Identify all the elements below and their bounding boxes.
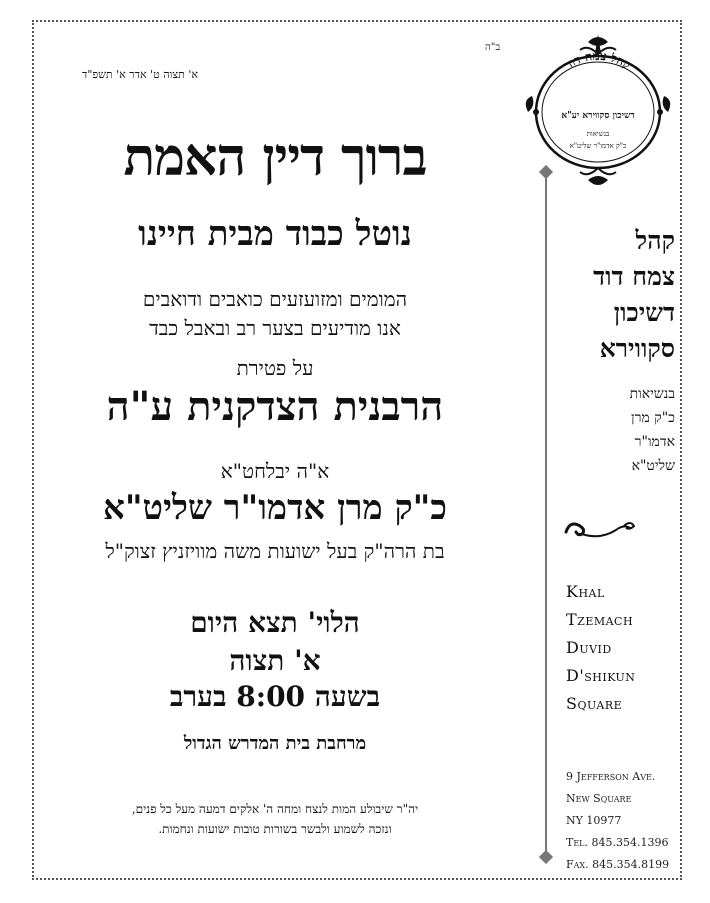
funeral-location: מרחבת בית המדרש הגדול: [183, 733, 367, 754]
eng-name-line-3: Duvid: [566, 638, 612, 657]
address-tel: Tel. 845.354.1396: [566, 836, 669, 849]
sidebar-heb-name-2: צמח דוד: [593, 262, 675, 291]
sidebar-heb-name-4: סקווירא: [599, 334, 675, 363]
eng-name-line-1: Khal: [566, 582, 605, 601]
funeral-day: א' תצוה: [229, 644, 321, 677]
sidebar-rebbe-3: אדמו"ר: [634, 434, 675, 450]
address-zip: NY 10977: [566, 814, 622, 827]
flourish-ornament-icon: [560, 514, 640, 544]
notice-line-4: א"ה יבלחט"א: [220, 459, 330, 483]
notice-line-3: על פטירת: [236, 356, 314, 380]
seal-ring-sub: בנשיאות: [586, 130, 610, 138]
address-fax: Fax. 845.354.8199: [566, 858, 670, 871]
sidebar-rebbe-4: שליט"א: [631, 458, 675, 474]
sidebar-rebbe-2: כ"ק מרן: [631, 410, 675, 426]
rebbe-title: כ"ק מרן אדמו"ר שליט"א: [103, 488, 447, 528]
sidebar-heb-name-1: קהל: [635, 226, 675, 255]
notice-line-1: המומים ומזועזעים כואבים ודואבים: [142, 287, 408, 311]
funeral-heading: הלוי' תצא היום: [190, 606, 360, 639]
congregation-seal-logo: [518, 30, 678, 190]
seal-ring-top: קהל צמח דוד: [562, 48, 634, 72]
eng-name-line-5: Square: [566, 694, 623, 713]
seal-ring-bottom: כ"ק אדמו"ר שליט"א: [569, 142, 627, 150]
deceased-name: הרבנית הצדקנית ע"ה: [106, 383, 444, 430]
sidebar-rebbe-1: בנשיאות: [629, 386, 675, 402]
address-town: New Square: [566, 792, 632, 805]
sidebar-divider: [545, 172, 547, 855]
hebrew-date: א' תצוה ט' אדר א' תשפ"ד: [82, 68, 198, 81]
eng-name-line-4: D'shikun: [566, 666, 636, 685]
closing-line-2: ונזכה לשמוע ולבשר בשורות טובות ישועות ונחמות.: [158, 822, 392, 836]
sidebar-heb-name-3: דשיכון: [613, 298, 675, 327]
closing-line-1: יה"ר שיבולע המות לנצח ומחה ה' אלקים דמעה מעל כל פנים,: [131, 802, 419, 816]
sidebar-english-name: [566, 578, 686, 718]
lineage-line: בת הרה"ק בעל ישועות משה מוויזניץ זצוק"ל: [105, 539, 445, 563]
bh-mark: ב"ה: [485, 42, 501, 53]
address-street: 9 Jefferson Ave.: [566, 770, 656, 783]
notice-subtitle: נוטל כבוד מבית חיינו: [138, 214, 412, 254]
seal-ring-mid: דשיכון סקווירא יע"א: [561, 111, 635, 121]
notice-title: ברוך דיין האמת: [123, 127, 427, 188]
funeral-time: בשעה 8:00 בערב: [169, 680, 381, 713]
notice-line-2: אנו מודיעים בצער רב ובאבל כבד: [149, 316, 401, 340]
eng-name-line-2: Tzemach: [566, 610, 634, 629]
sidebar-address: [566, 766, 686, 876]
